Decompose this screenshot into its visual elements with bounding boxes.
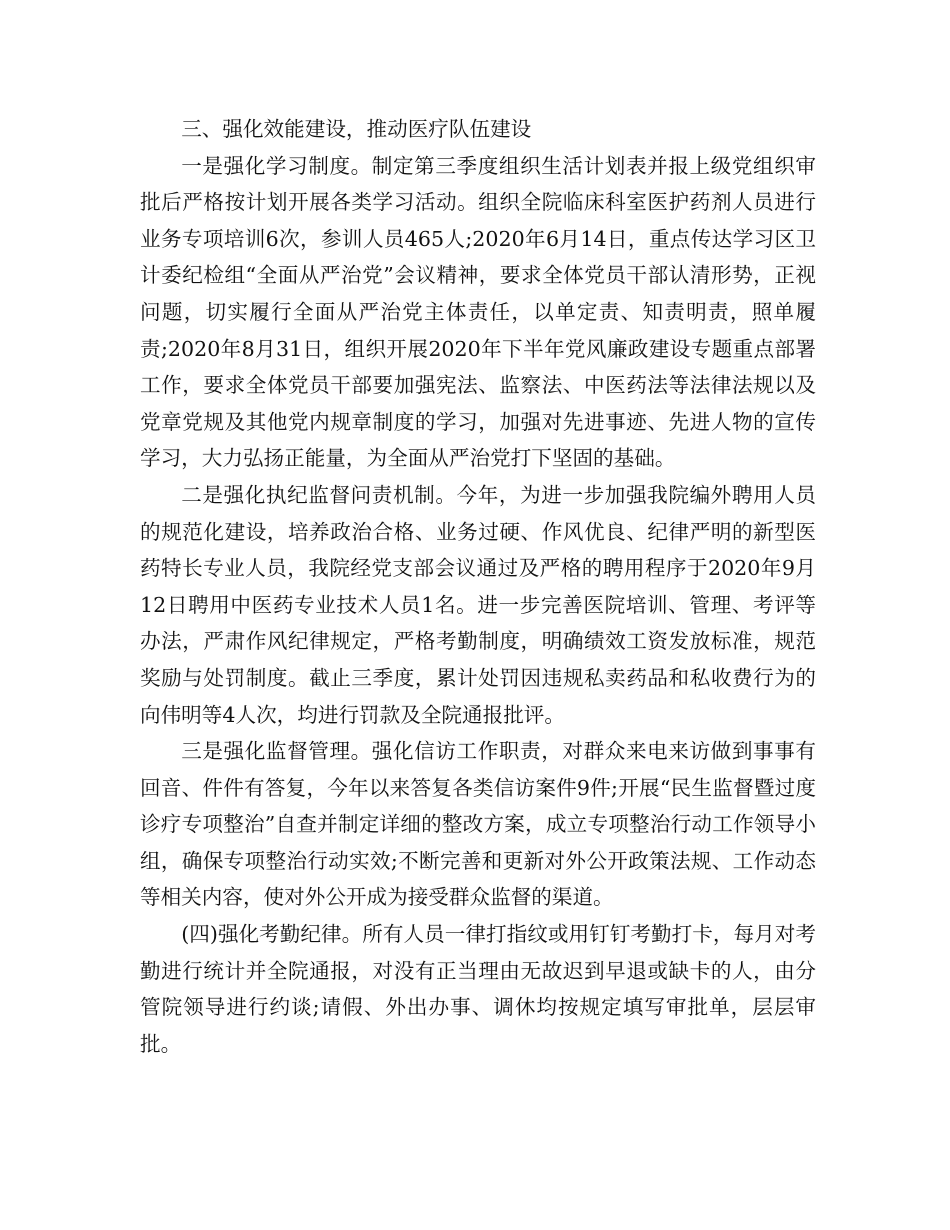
paragraph-attendance-discipline: (四)强化考勤纪律。所有人员一律打指纹或用钉钉考勤打卡，每月对考勤进行统计并全院通报，对没有正当理由无故迟到早退或缺卡的人，由分管院领导进行约谈;请假、外出办事、调休均按规定填写审批单，层层审批。 [140,922,816,1056]
paragraph-discipline-supervision: 二是强化执纪监督问责机制。今年，为进一步加强我院编外聘用人员的规范化建设，培养政治合格、业务过硬、作风优良、纪律严明的新型医药特长专业人员，我院经党支部会议通过及严格的聘用程序于2020年9月12日聘用中医药专业技术人员1名。进一步完善医院培训、管理、考评等办法，严肃作风纪律规定，严格考勤制度，明确绩效工资发放标准，规范奖励与处罚制度。截止三季度，累计处罚因违规私卖药品和私收费行为的向伟明等4人次，均进行罚款及全院通报批评。 [140,482,816,727]
paragraph-study-system: 一是强化学习制度。制定第三季度组织生活计划表并报上级党组织审批后严格按计划开展各类学习活动。组织全院临床科室医护药剂人员进行业务专项培训6次，参训人员465人;2020年6月14日，重点传达学习区卫计委纪检组“全面从严治党”会议精神，要求全体党员干部认清形势，正视问题，切实履行全面从严治党主体责任，以单定责、知责明责，照单履责;2020年8月31日，组织开展2020年下半年党风廉政建设专题重点部署工作，要求全体党员干部要加强宪法、监察法、中医药法等法律法规以及党章党规及其他党内规章制度的学习，加强对先进事迹、先进人物的宣传学习，大力弘扬正能量，为全面从严治党打下坚固的基础。 [140,153,816,471]
document-body [140,111,816,1062]
section-heading: 三、强化效能建设，推动医疗队伍建设 [181,117,532,141]
paragraph-supervision-management: 三是强化监督管理。强化信访工作职责，对群众来电来访做到事事有回音、件件有答复，今年以来答复各类信访案件9件;开展“民生监督暨过度诊疗专项整治”自查并制定详细的整改方案，成立专项整治行动工作领导小组，确保专项整治行动实效;不断完善和更新对外公开政策法规、工作动态等相关内容，使对外公开成为接受群众监督的渠道。 [140,739,816,910]
